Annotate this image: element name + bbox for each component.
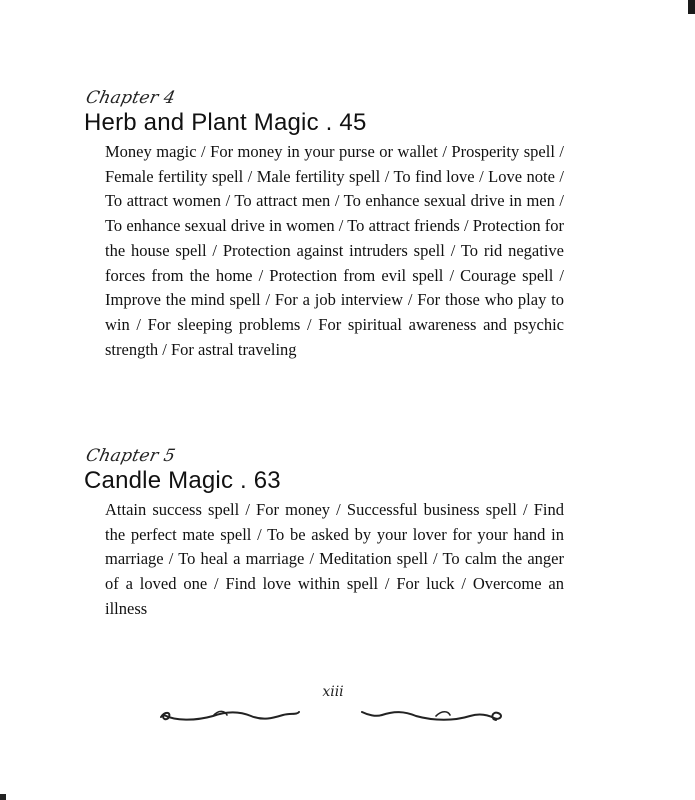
- scan-edge-mark: [688, 0, 695, 14]
- chapter-contents: Attain success spell / For money / Successful business spell / Find the perfect mate spell / To be asked by your lover for your hand in marriage / To heal a marriage / Meditation spell / To calm the anger of a loved one / Find love within spell / For luck / Overcome an illness: [105, 500, 564, 618]
- page-number: xiii: [322, 684, 344, 700]
- chapter-5-entry: [84, 446, 564, 622]
- chapter-title: Candle Magic . 63: [84, 467, 281, 494]
- chapter-label: Chapter 4: [84, 88, 178, 108]
- right-flourish-ornament: [358, 703, 508, 727]
- chapter-contents: Money magic / For money in your purse or wallet / Prosperity spell / Female fertility spell / Male fertility spell / To find love / Love note / To attract women / To attract men / To enhance sexual drive in men / To enhance sexual drive in women / To attract friends / Protection for the house spell / Protection against intruders spell / To rid negative forces from the home / Protection from evil spell / Courage spell / Improve the mind spell / For a job interview / For those who play to win / For sleeping problems / For spiritual awareness and psychic strength / For astral traveling: [105, 142, 564, 359]
- chapter-label: Chapter 5: [84, 446, 178, 466]
- scan-edge-mark: [0, 794, 6, 800]
- left-flourish-ornament: [155, 703, 305, 727]
- chapter-4-entry: [84, 88, 564, 362]
- chapter-title: Herb and Plant Magic . 45: [84, 109, 367, 136]
